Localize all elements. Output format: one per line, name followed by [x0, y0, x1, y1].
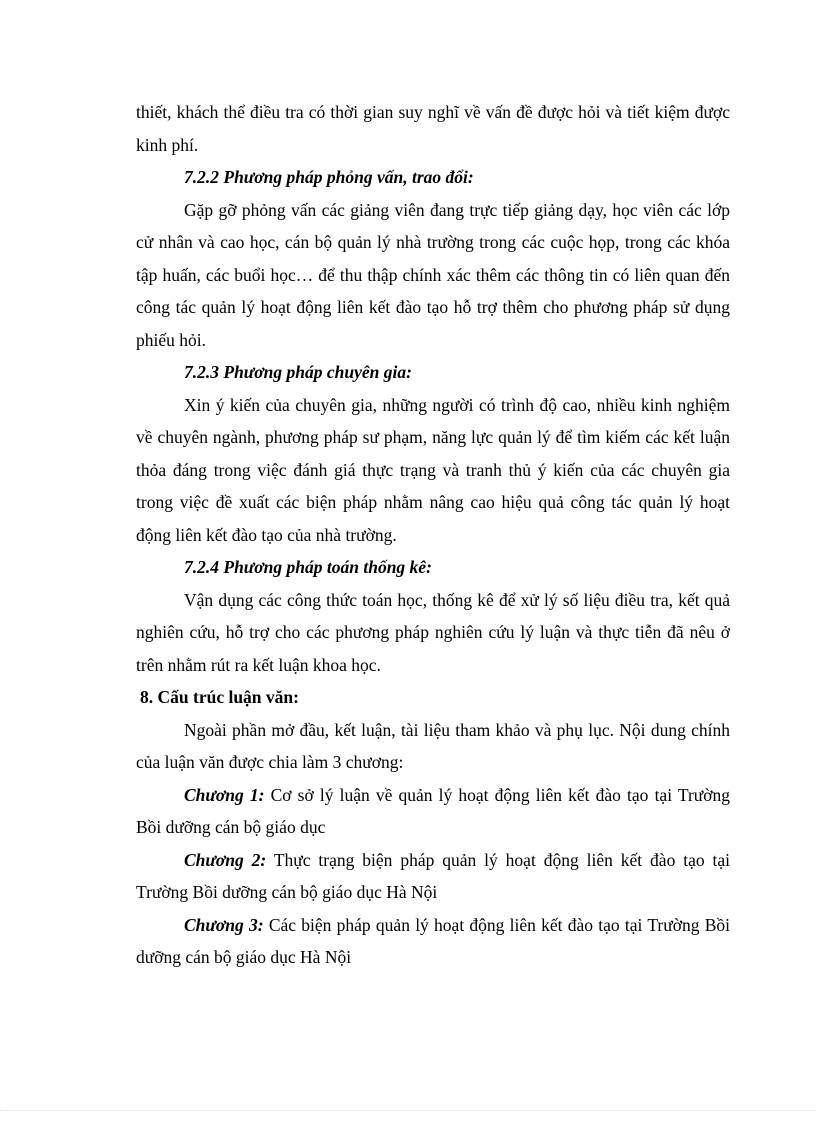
section-heading-expert: 7.2.3 Phương pháp chuyên gia:	[184, 362, 412, 382]
section-body-expert: Xin ý kiến của chuyên gia, những người có trình độ cao, nhiều kinh nghiệm về chuyên ngành, phương pháp sư phạm, năng lực quản lý để tìm kiếm các kết luận thỏa đáng trong việc đánh giá thực trạng và tranh thủ ý kiến của các chuyên gia trong việc đề xuất các biện pháp nhằm nâng cao hiệu quả công tác quản lý hoạt động liên kết đào tạo của nhà trường.	[136, 394, 730, 545]
chapter-1-text: Cơ sở lý luận về quản lý hoạt động liên kết đào tạo tại Trường Bồi dưỡng cán bộ giáo dục	[136, 784, 731, 837]
chapter-3-paragraph	[136, 909, 730, 974]
chapter-1-label: Chương 1:	[184, 784, 265, 805]
document-page	[136, 96, 730, 974]
section-heading-interview: 7.2.2 Phương pháp phỏng vấn, trao đổi:	[184, 167, 474, 187]
intro-continuation-paragraph: thiết, khách thể điều tra có thời gian suy nghĩ về vấn đề được hỏi và tiết kiệm được kinh phí.	[136, 102, 730, 155]
section-body-interview: Gặp gỡ phỏng vấn các giảng viên đang trực tiếp giảng dạy, học viên các lớp cử nhân và cao học, cán bộ quản lý nhà trường trong các cuộc họp, trong các khóa tập huấn, các buổi học… để thu thập chính xác thêm các thông tin có liên quan đến công tác quản lý hoạt động liên kết đào tạo hỗ trợ thêm cho phương pháp sử dụng phiếu hỏi.	[136, 199, 730, 350]
section-heading-statistics: 7.2.4 Phương pháp toán thống kê:	[184, 557, 432, 577]
structure-intro-paragraph: Ngoài phần mở đầu, kết luận, tài liệu tham khảo và phụ lục. Nội dung chính của luận văn được chia làm 3 chương:	[136, 719, 730, 772]
chapter-3-label: Chương 3:	[184, 914, 264, 935]
chapter-2-label: Chương 2:	[184, 849, 267, 870]
structure-heading: 8. Cấu trúc luận văn:	[140, 687, 299, 707]
chapter-2-paragraph	[136, 844, 730, 909]
chapter-1-paragraph	[136, 779, 730, 844]
chapter-2-text: Thực trạng biện pháp quản lý hoạt động liên kết đào tạo tại Trường Bồi dưỡng cán bộ giáo dục Hà Nội	[136, 849, 730, 902]
chapter-3-text: Các biện pháp quản lý hoạt động liên kết đào tạo tại Trường Bồi dưỡng cán bộ giáo dục Hà Nội	[136, 914, 731, 967]
page-bottom-divider	[0, 1110, 816, 1111]
section-body-statistics: Vận dụng các công thức toán học, thống kê để xử lý số liệu điều tra, kết quả nghiên cứu, hỗ trợ cho các phương pháp nghiên cứu lý luận và thực tiễn đã nêu ở trên nhằm rút ra kết luận khoa học.	[136, 589, 730, 675]
